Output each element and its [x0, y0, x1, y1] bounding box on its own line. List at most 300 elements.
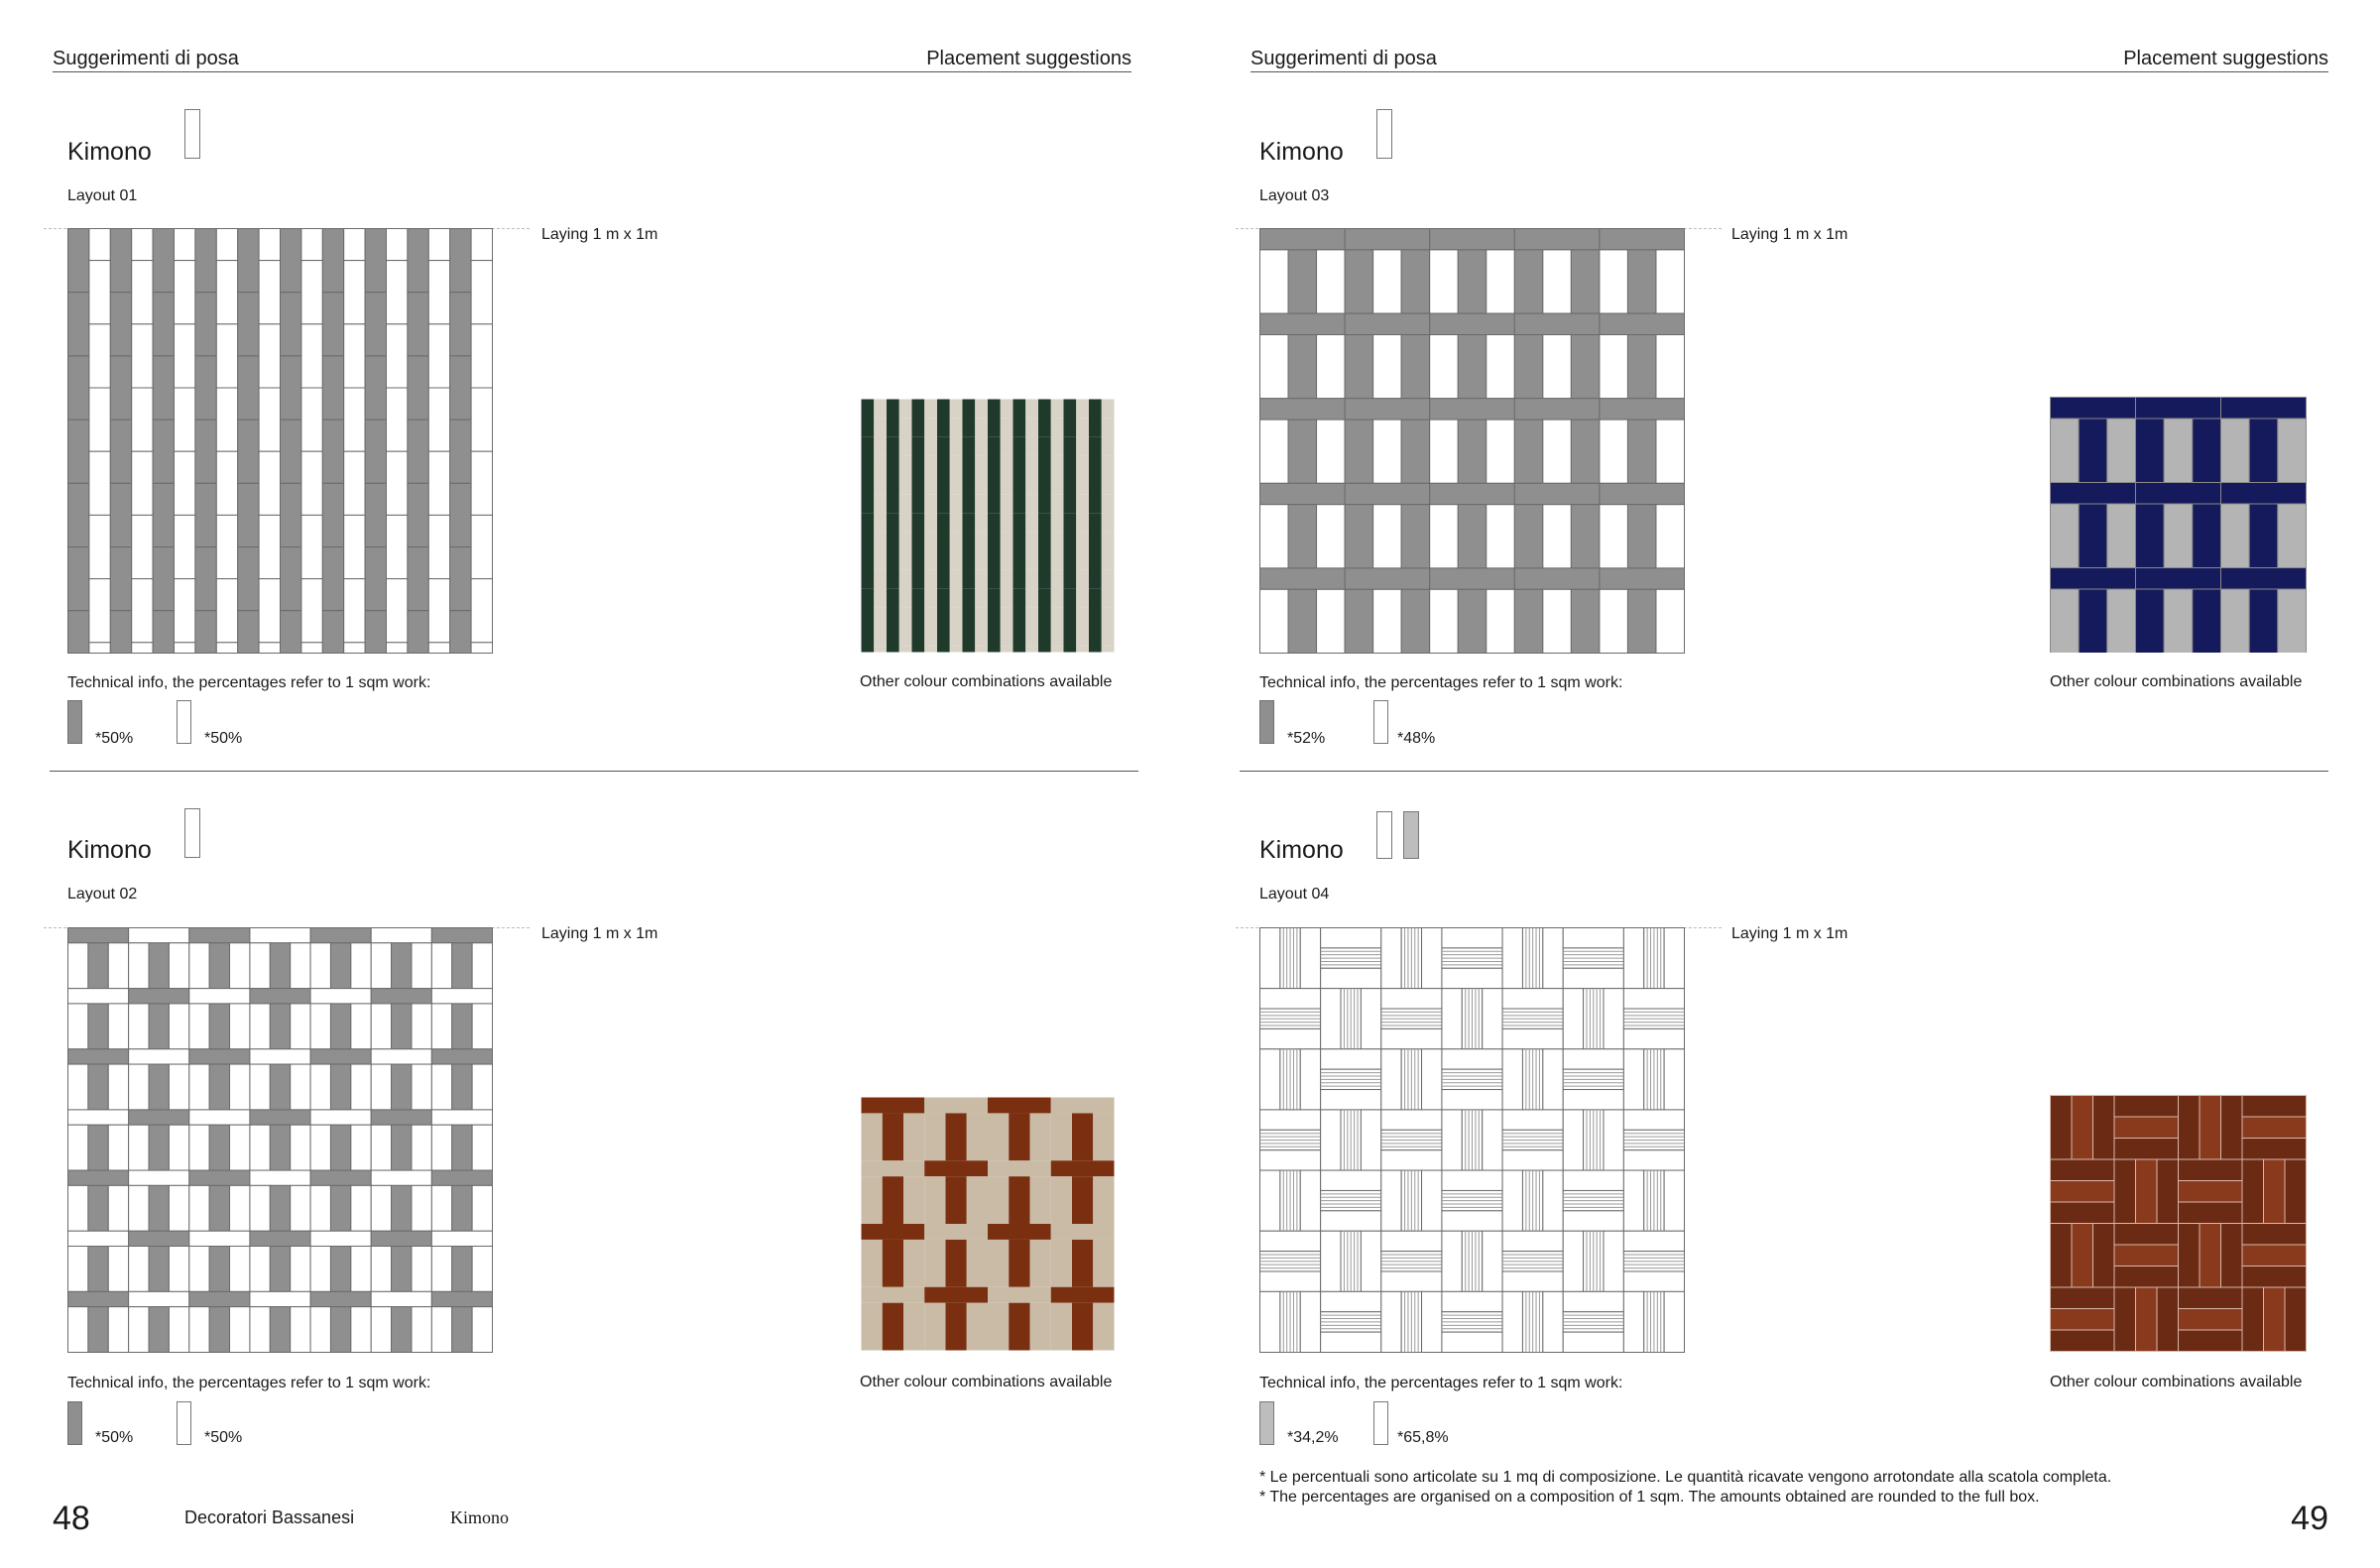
tile [175, 388, 195, 451]
tile [912, 437, 925, 475]
tile-horizontal [431, 1231, 492, 1246]
tile [2157, 1159, 2179, 1224]
tile-vertical [1030, 1240, 1051, 1287]
tile-vertical [68, 1307, 88, 1353]
tile [1051, 570, 1064, 608]
tile [322, 547, 343, 611]
tile [2051, 1287, 2115, 1309]
tile-horizontal [129, 1170, 189, 1185]
tile-vertical [1571, 250, 1600, 313]
tile [195, 483, 216, 546]
tile-vertical [371, 1185, 391, 1231]
tile [1321, 1211, 1381, 1231]
tile-horizontal [250, 1231, 310, 1246]
tile-vertical [1430, 589, 1459, 653]
tile [1076, 419, 1089, 456]
tile [988, 400, 1001, 437]
tile [1260, 1028, 1321, 1048]
tile-horizontal [862, 1098, 925, 1114]
tile-vertical [472, 1004, 492, 1049]
tile-vertical [431, 1307, 451, 1353]
tile-vertical [2079, 589, 2107, 653]
tile-horizontal [924, 1098, 988, 1114]
tile [1025, 400, 1038, 419]
tile-vertical [129, 1247, 149, 1292]
tile [387, 261, 408, 324]
tile [301, 324, 322, 388]
tile [1102, 456, 1115, 494]
header-right-en: Placement suggestions [2123, 48, 2328, 69]
tile [216, 229, 237, 261]
tile [428, 451, 449, 515]
tile-horizontal [2136, 568, 2221, 590]
tile [2051, 1309, 2115, 1331]
tile-vertical [967, 1113, 988, 1160]
tile-vertical [68, 1185, 88, 1231]
tile-vertical [250, 943, 270, 989]
tile [428, 643, 449, 654]
tile-horizontal [310, 928, 371, 943]
tile-vertical [250, 1125, 270, 1170]
tile [322, 356, 343, 420]
tile [1102, 400, 1115, 419]
tile [110, 229, 131, 293]
tile [2051, 1330, 2115, 1352]
tile-vertical [129, 1064, 149, 1110]
panel-3-title: Kimono [1259, 138, 1344, 166]
tile-horizontal [1051, 1160, 1115, 1176]
tile-vertical [108, 943, 128, 989]
tile [387, 451, 408, 515]
tile-horizontal [431, 1291, 492, 1306]
tile [216, 451, 237, 515]
tile [216, 579, 237, 643]
tile [195, 229, 216, 293]
tile-horizontal [1430, 313, 1515, 334]
tile-vertical [1009, 1113, 1029, 1160]
tile [471, 261, 492, 324]
tile-vertical [169, 1307, 188, 1353]
tile-horizontal [2136, 398, 2221, 420]
tile-vertical [1051, 1240, 1072, 1287]
tile [175, 261, 195, 324]
tile-horizontal [129, 928, 189, 943]
tile [471, 388, 492, 451]
tile-vertical [351, 1185, 371, 1231]
tile-vertical [310, 1247, 330, 1292]
tile [862, 627, 875, 653]
tile-horizontal [310, 1049, 371, 1064]
tile-vertical [351, 1307, 371, 1353]
tile-horizontal [1051, 1224, 1115, 1240]
tile-vertical [412, 1125, 431, 1170]
tile [68, 611, 89, 654]
tile-vertical [862, 1240, 883, 1287]
tile-vertical [2249, 419, 2278, 483]
tile-vertical [1656, 250, 1685, 313]
tile [132, 388, 153, 451]
tile [259, 261, 280, 324]
tile-vertical [2079, 504, 2107, 568]
tile [1502, 1271, 1563, 1291]
tile-vertical [1345, 420, 1373, 483]
tile [1442, 1110, 1462, 1170]
tile [1381, 1271, 1442, 1291]
tile [1381, 1028, 1442, 1048]
tile [1013, 437, 1026, 475]
tile-vertical [946, 1176, 967, 1224]
tile-vertical [149, 1185, 169, 1231]
tile-horizontal [988, 1098, 1051, 1114]
tile-vertical [1571, 589, 1600, 653]
tile-vertical [472, 943, 492, 989]
tile-vertical [310, 1307, 330, 1353]
tile [89, 229, 110, 261]
tile [1442, 968, 1502, 988]
tile-vertical [351, 1004, 371, 1049]
tile-horizontal [2051, 483, 2136, 505]
tile [912, 627, 925, 653]
tile-vertical [108, 1307, 128, 1353]
tile [450, 356, 471, 420]
panel-1-swatch-white [177, 700, 191, 744]
tile [862, 513, 875, 550]
tile [1025, 532, 1038, 569]
tile-vertical [1571, 335, 1600, 399]
tile [862, 589, 875, 627]
tile-vertical [1543, 250, 1572, 313]
panel-4-tile-icon-grey [1403, 811, 1419, 859]
tile-vertical [1288, 589, 1317, 653]
tile [1321, 1049, 1381, 1069]
tile-vertical [1401, 589, 1430, 653]
tile-vertical [1093, 1113, 1114, 1160]
tile-vertical [149, 943, 169, 989]
tile-vertical [1288, 250, 1317, 313]
tile-vertical [270, 1307, 290, 1353]
tile [428, 324, 449, 388]
tile [344, 451, 365, 515]
tile [1563, 1090, 1623, 1110]
tile-vertical [270, 1247, 290, 1292]
tile [281, 420, 301, 483]
tile-vertical [2164, 419, 2193, 483]
tile [301, 229, 322, 261]
tile [1025, 570, 1038, 608]
panel-4-swatch-white [1373, 1401, 1388, 1445]
tile-vertical [330, 1185, 350, 1231]
tile [301, 643, 322, 654]
tile [153, 356, 174, 420]
tile [1051, 646, 1064, 652]
panel-2-alt-colour-preview [861, 1097, 1116, 1352]
tile-vertical [1260, 250, 1289, 313]
tile-vertical [946, 1113, 967, 1160]
tile [153, 420, 174, 483]
tile-vertical [883, 1113, 903, 1160]
tile-vertical [1430, 505, 1459, 568]
tile [259, 229, 280, 261]
tile-vertical [270, 1004, 290, 1049]
tile [365, 611, 386, 654]
tile [387, 579, 408, 643]
tile-vertical [472, 1247, 492, 1292]
tile [887, 437, 899, 475]
tile [365, 547, 386, 611]
tile [238, 483, 259, 546]
tile-horizontal [68, 1110, 129, 1125]
tile-horizontal [310, 1291, 371, 1306]
panel-1-layout-label: Layout 01 [67, 187, 138, 204]
tile-vertical [169, 1247, 188, 1292]
tile-vertical [392, 1064, 412, 1110]
tile [1076, 532, 1089, 569]
tile [238, 611, 259, 654]
tile [1038, 475, 1051, 513]
tile [924, 532, 937, 569]
tile-horizontal [1430, 568, 1515, 589]
tile [924, 494, 937, 532]
panel-1-other-colours: Other colour combinations available [860, 673, 1113, 690]
tile-vertical [2136, 504, 2165, 568]
tile [1361, 1231, 1380, 1291]
tile [1623, 1028, 1684, 1048]
tile [912, 513, 925, 550]
tile [89, 579, 110, 643]
tile [1442, 989, 1462, 1049]
tile-vertical [68, 1125, 88, 1170]
tile [924, 570, 937, 608]
tile-horizontal [2051, 568, 2136, 590]
tile-vertical [371, 1307, 391, 1353]
tile [1321, 1110, 1341, 1170]
tile [1502, 1110, 1563, 1130]
panel-4-percent-2: *65,8% [1397, 1429, 1449, 1446]
header-rule-right [1250, 71, 2328, 72]
tile [1664, 1170, 1684, 1231]
tile-vertical [1543, 420, 1572, 483]
tile [899, 419, 912, 456]
header-rule-left [53, 71, 1131, 72]
page-number-right: 49 [2291, 1500, 2328, 1537]
tile-vertical [1345, 335, 1373, 399]
tile-horizontal [189, 1291, 250, 1306]
panel-2-laying: Laying 1 m x 1m [541, 925, 658, 942]
tile [365, 483, 386, 546]
tile [1260, 1291, 1280, 1352]
section-divider-right [1240, 771, 2328, 772]
tile-vertical [2051, 504, 2080, 568]
tile [1051, 608, 1064, 646]
tile [387, 388, 408, 451]
tile [110, 483, 131, 546]
tile-vertical [88, 1064, 108, 1110]
tile [874, 419, 887, 456]
tile-horizontal [250, 1291, 310, 1306]
tile-horizontal [2221, 483, 2307, 505]
tile-vertical [2193, 504, 2221, 568]
tile [1321, 928, 1381, 948]
panel-1-alt-colour-preview [861, 399, 1116, 653]
tile-vertical [1373, 335, 1402, 399]
tile [1623, 1291, 1643, 1352]
tile [2242, 1159, 2264, 1224]
page-number-left: 48 [53, 1500, 90, 1537]
tile [937, 400, 950, 437]
tile [1051, 532, 1064, 569]
tile [988, 513, 1001, 550]
tile-horizontal [68, 1231, 129, 1246]
tile [344, 229, 365, 261]
tile-horizontal [1345, 399, 1430, 420]
tile [428, 229, 449, 261]
tile [1623, 1231, 1684, 1251]
tile [1422, 928, 1442, 989]
tile [1001, 570, 1013, 608]
tile [153, 483, 174, 546]
tile-vertical [431, 1004, 451, 1049]
tile-vertical [88, 1125, 108, 1170]
tile [2179, 1287, 2243, 1309]
panel-3-swatch-grey [1259, 700, 1274, 744]
tile [1381, 1291, 1401, 1352]
tile-vertical [68, 943, 88, 989]
tile [1089, 627, 1102, 653]
tile-vertical [129, 1185, 149, 1231]
tile-horizontal [1260, 313, 1346, 334]
footnote-en: * The percentages are organised on a composition of 1 sqm. The amounts obtained are rounded to the full box. [1259, 1489, 2040, 1506]
tile [175, 643, 195, 654]
tile-vertical [924, 1240, 945, 1287]
tile-vertical [230, 1125, 250, 1170]
tile [937, 475, 950, 513]
tile-vertical [270, 943, 290, 989]
tile [175, 451, 195, 515]
tile-vertical [431, 1185, 451, 1231]
tile [1381, 928, 1401, 989]
tile [1076, 456, 1089, 494]
tile [2242, 1287, 2264, 1352]
tile-vertical [412, 1185, 431, 1231]
tile-vertical [1514, 250, 1543, 313]
tile-horizontal [1051, 1287, 1115, 1303]
tile [1013, 513, 1026, 550]
tile-vertical [2051, 419, 2080, 483]
tile [975, 494, 988, 532]
tile-vertical [1600, 420, 1628, 483]
tile [1051, 400, 1064, 419]
tile [238, 547, 259, 611]
tile-vertical [967, 1303, 988, 1351]
tile-vertical [1072, 1113, 1093, 1160]
tile [1483, 989, 1502, 1049]
tile [874, 532, 887, 569]
tile-vertical [1627, 335, 1656, 399]
tile-vertical [88, 943, 108, 989]
tile-vertical [412, 943, 431, 989]
tile [1381, 1150, 1442, 1170]
tile [450, 547, 471, 611]
tile-vertical [230, 1247, 250, 1292]
panel-1-laying: Laying 1 m x 1m [541, 226, 658, 243]
tile [1543, 1049, 1563, 1110]
tile-horizontal [1514, 483, 1600, 504]
tile-horizontal [68, 989, 129, 1004]
tile [1102, 532, 1115, 569]
tile [1604, 989, 1623, 1049]
tile-vertical [1514, 420, 1543, 483]
tile [408, 420, 428, 483]
panel-4-layout-label: Layout 04 [1259, 886, 1330, 903]
tile-vertical [291, 1125, 310, 1170]
tile-vertical [189, 1247, 209, 1292]
tile-vertical [230, 1307, 250, 1353]
tile-vertical [392, 1125, 412, 1170]
tile-horizontal [1260, 568, 1346, 589]
tile [238, 420, 259, 483]
header-right-it: Suggerimenti di posa [1250, 48, 1437, 69]
tile-vertical [2193, 589, 2221, 653]
tile-horizontal [371, 1049, 431, 1064]
tile [1442, 1211, 1502, 1231]
tile [1502, 989, 1563, 1009]
tile-vertical [230, 943, 250, 989]
tile [1422, 1170, 1442, 1231]
tile [1064, 627, 1077, 653]
tile-vertical [1514, 335, 1543, 399]
tile-vertical [2136, 589, 2165, 653]
tile [281, 483, 301, 546]
tile-vertical [1345, 589, 1373, 653]
tile-vertical [1514, 589, 1543, 653]
tile-vertical [1009, 1303, 1029, 1351]
panel-4-percent-1: *34,2% [1287, 1429, 1339, 1446]
tile-vertical [392, 1307, 412, 1353]
tile-horizontal [68, 928, 129, 943]
tile [1563, 1211, 1623, 1231]
tile-vertical [1373, 589, 1402, 653]
tile [1076, 608, 1089, 646]
tile [1623, 1271, 1684, 1291]
tile-vertical [169, 943, 188, 989]
tile [1260, 1110, 1321, 1130]
tile [387, 643, 408, 654]
tile [924, 400, 937, 419]
tile [950, 400, 963, 419]
tile-vertical [189, 1125, 209, 1170]
tile-horizontal [924, 1160, 988, 1176]
tile-vertical [270, 1064, 290, 1110]
tile [1502, 1049, 1522, 1110]
tile [450, 611, 471, 654]
tile-vertical [862, 1176, 883, 1224]
tile-horizontal [371, 1291, 431, 1306]
tile-vertical [1260, 589, 1289, 653]
tile [281, 547, 301, 611]
tile-vertical [1072, 1240, 1093, 1287]
tile [471, 451, 492, 515]
tile-vertical [2249, 589, 2278, 653]
tile [1064, 513, 1077, 550]
panel-4-layout-pattern [1259, 927, 1686, 1354]
tile-horizontal [371, 928, 431, 943]
tile-vertical [1600, 250, 1628, 313]
tile [1563, 1049, 1623, 1069]
tile [195, 420, 216, 483]
tile [322, 293, 343, 356]
tile [2114, 1117, 2179, 1139]
tile [2093, 1096, 2115, 1160]
